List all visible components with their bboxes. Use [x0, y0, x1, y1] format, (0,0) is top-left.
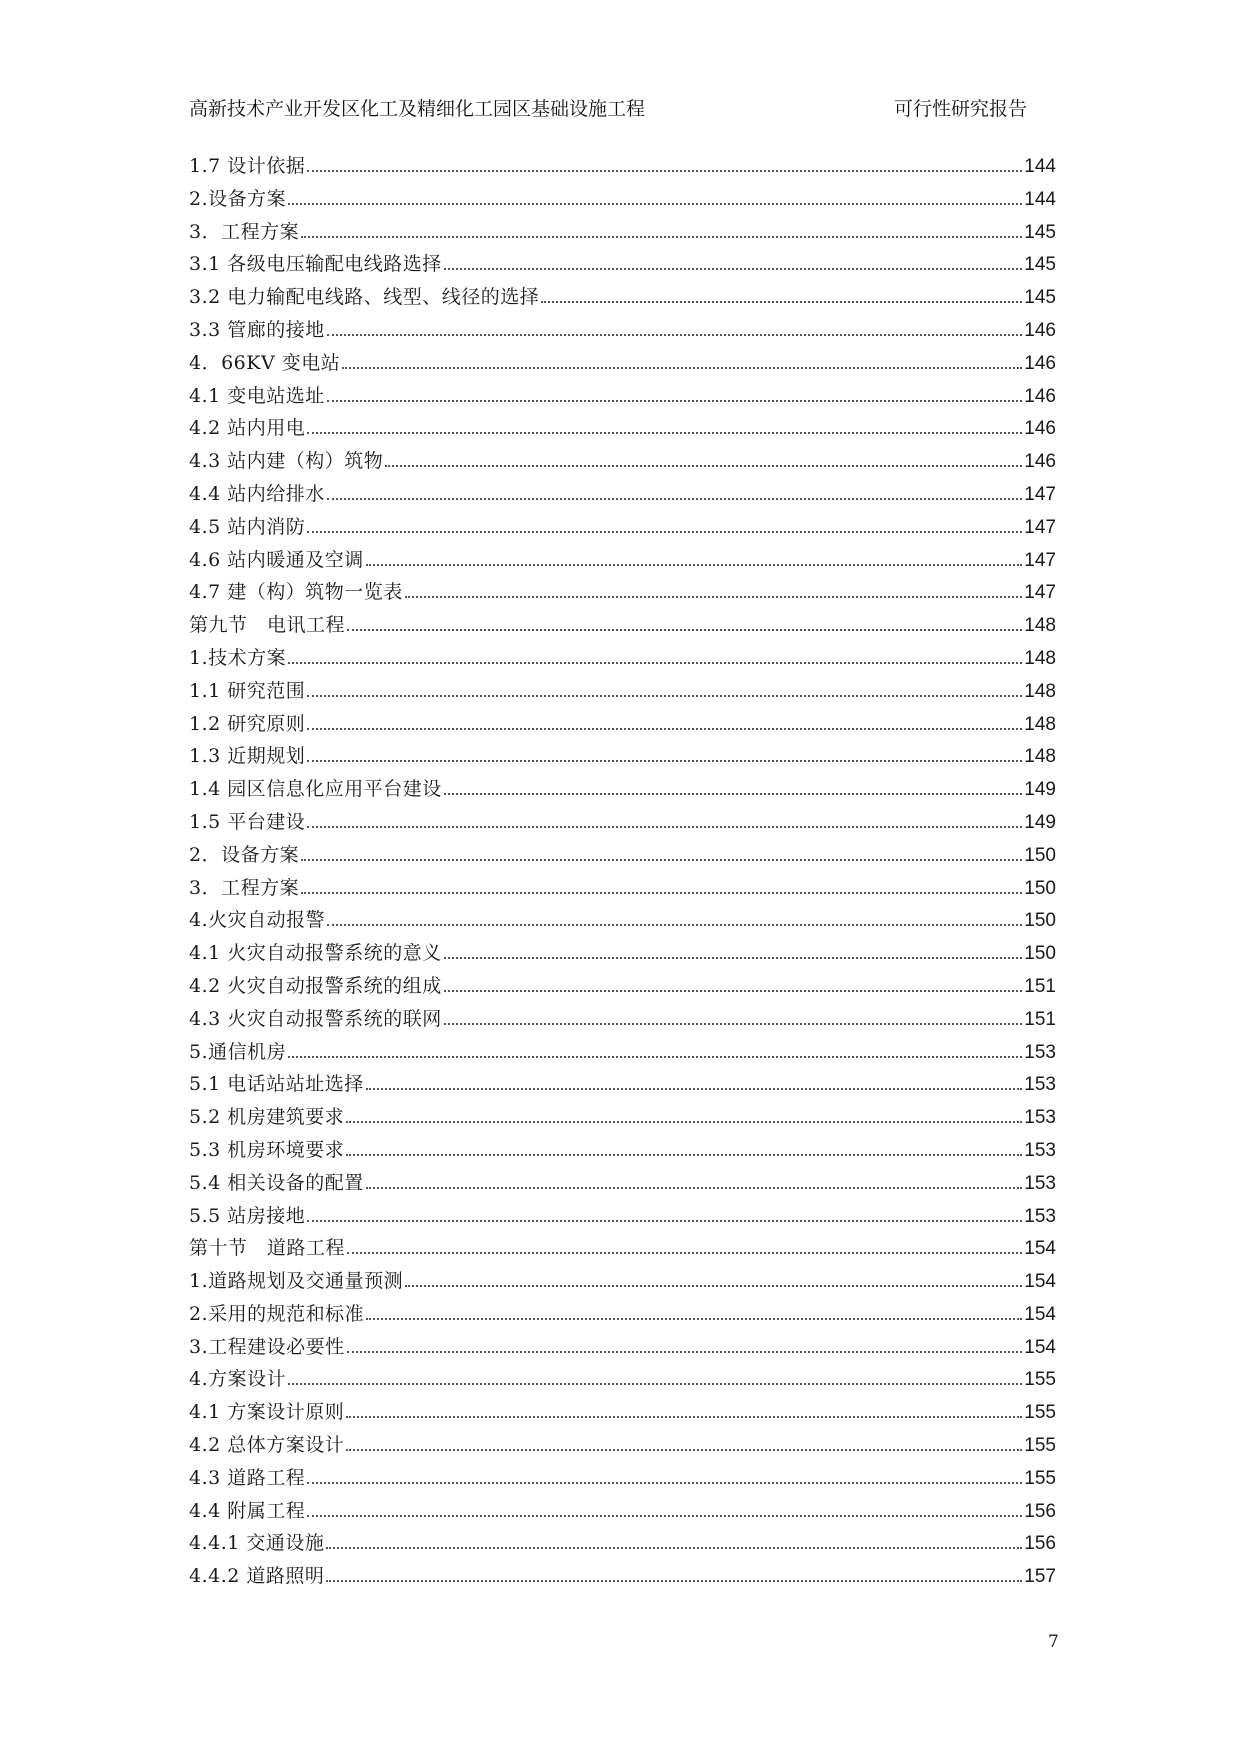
dot-leader [301, 236, 1022, 238]
toc-entry-page: 155 [1024, 1369, 1056, 1391]
toc-entry-page: 151 [1024, 975, 1056, 997]
toc-entry-title: 3.1 各级电压输配电线路选择 [189, 253, 442, 276]
toc-entry-title: 4.4.2 道路照明 [189, 1565, 325, 1588]
toc-entry-title: 1.5 平台建设 [189, 810, 306, 833]
dot-leader [326, 1580, 1022, 1582]
toc-entry-title: 4.3 火灾自动报警系统的联网 [189, 1007, 442, 1030]
toc-entry-title: 3.2 电力输配电线路、线型、线径的选择 [189, 286, 540, 309]
toc-entry-page: 146 [1024, 319, 1056, 341]
dot-leader [327, 924, 1022, 926]
toc-entry[interactable] [189, 1068, 1056, 1101]
toc-entry-title: 1.2 研究原则 [189, 712, 306, 735]
toc-entry-page: 153 [1024, 1172, 1056, 1194]
dot-leader [327, 400, 1023, 402]
toc-entry-title: 第十节 道路工程 [189, 1237, 346, 1260]
toc-entry-page: 144 [1024, 188, 1056, 210]
toc-entry[interactable] [189, 380, 1056, 413]
toc-entry[interactable] [189, 773, 1056, 806]
toc-entry[interactable] [189, 642, 1056, 675]
dot-leader [346, 1449, 1022, 1451]
dot-leader [347, 1252, 1022, 1254]
toc-entry[interactable] [189, 1134, 1056, 1167]
toc-entry-title: 5.3 机房环境要求 [189, 1138, 345, 1161]
toc-entry-title: 1.技术方案 [189, 646, 287, 669]
dot-leader [326, 1547, 1022, 1549]
dot-leader [347, 1351, 1023, 1353]
page-number: 7 [1048, 1632, 1059, 1652]
toc-entry-page: 153 [1024, 1074, 1056, 1096]
toc-entry-title: 2．设备方案 [189, 843, 300, 866]
toc-entry-title: 5.1 电话站站址选择 [189, 1073, 364, 1096]
dot-leader [366, 1318, 1022, 1320]
toc-entry[interactable] [189, 675, 1056, 708]
toc-entry[interactable] [189, 281, 1056, 314]
toc-entry[interactable] [189, 314, 1056, 347]
dot-leader [327, 498, 1023, 500]
toc-entry-page: 154 [1024, 1238, 1056, 1260]
toc-entry[interactable] [189, 544, 1056, 577]
dot-leader [288, 662, 1022, 664]
dot-leader [444, 1023, 1023, 1025]
dot-leader [366, 1187, 1023, 1189]
toc-entry-title: 4.方案设计 [189, 1368, 287, 1391]
toc-entry-title: 4.5 站内消防 [189, 515, 306, 538]
toc-entry-page: 145 [1024, 287, 1056, 309]
toc-entry[interactable] [189, 1396, 1056, 1429]
toc-entry-title: 1.道路规划及交通量预测 [189, 1270, 404, 1293]
toc-entry-title: 5.2 机房建筑要求 [189, 1106, 345, 1129]
toc-entry[interactable] [189, 970, 1056, 1003]
toc-entry-page: 153 [1024, 1205, 1056, 1227]
toc-entry[interactable] [189, 511, 1056, 544]
toc-entry-page: 146 [1024, 418, 1056, 440]
dot-leader [307, 170, 1022, 172]
dot-leader [444, 990, 1023, 992]
toc-entry-title: 第九节 电讯工程 [189, 614, 346, 637]
toc-entry-title: 3．工程方案 [189, 220, 300, 243]
toc-entry-title: 2.设备方案 [189, 187, 287, 210]
dot-leader [444, 957, 1023, 959]
toc-entry-page: 155 [1024, 1435, 1056, 1457]
toc-entry-title: 4.2 站内用电 [189, 417, 306, 440]
toc-entry[interactable] [189, 1331, 1056, 1364]
toc-entry-title: 4.火灾自动报警 [189, 909, 326, 932]
dot-leader [307, 760, 1022, 762]
toc-entry[interactable] [189, 1527, 1056, 1560]
toc-entry-page: 150 [1024, 844, 1056, 866]
toc-entry[interactable] [189, 1429, 1056, 1462]
dot-leader [307, 531, 1022, 533]
toc-entry-page: 155 [1024, 1467, 1056, 1489]
toc-entry-title: 4.4 附属工程 [189, 1499, 306, 1522]
dot-leader [307, 728, 1022, 730]
toc-entry-title: 1.3 近期规划 [189, 745, 306, 768]
toc-entry-title: 4.4 站内给排水 [189, 482, 325, 505]
toc-entry-title: 4.2 火灾自动报警系统的组成 [189, 974, 442, 997]
dot-leader [327, 334, 1023, 336]
toc-entry[interactable] [189, 183, 1056, 216]
toc-entry[interactable] [189, 216, 1056, 249]
toc-entry[interactable] [189, 904, 1056, 937]
toc-entry[interactable] [189, 1036, 1056, 1069]
toc-entry-page: 148 [1024, 746, 1056, 768]
toc-entry-title: 4.3 道路工程 [189, 1466, 306, 1489]
dot-leader [288, 1056, 1022, 1058]
dot-leader [405, 596, 1023, 598]
dot-leader [405, 1285, 1022, 1287]
toc-entry[interactable] [189, 1462, 1056, 1495]
toc-entry[interactable] [189, 708, 1056, 741]
toc-entry[interactable] [189, 872, 1056, 905]
toc-entry-title: 4.2 总体方案设计 [189, 1434, 345, 1457]
toc-entry-title: 4.1 方案设计原则 [189, 1401, 345, 1424]
toc-entry-page: 148 [1024, 647, 1056, 669]
dot-leader [444, 268, 1023, 270]
dot-leader [366, 1088, 1023, 1090]
toc-entry-title: 4.7 建（构）筑物一览表 [189, 581, 403, 604]
toc-entry-title: 1.4 园区信息化应用平台建设 [189, 778, 442, 801]
toc-entry[interactable] [189, 150, 1056, 183]
toc-entry-page: 147 [1024, 483, 1056, 505]
dot-leader [307, 1515, 1022, 1517]
dot-leader [307, 826, 1022, 828]
dot-leader [288, 1383, 1022, 1385]
toc-entry-title: 3．工程方案 [189, 876, 300, 899]
toc-entry[interactable] [189, 576, 1056, 609]
dot-leader [541, 301, 1022, 303]
toc-entry-page: 153 [1024, 1107, 1056, 1129]
toc-entry-title: 4.1 变电站选址 [189, 384, 325, 407]
toc-entry-title: 4.4.1 交通设施 [189, 1532, 325, 1555]
document-title: 高新技术产业开发区化工及精细化工园区基础设施工程 [189, 98, 646, 120]
toc-entry-page: 147 [1024, 516, 1056, 538]
toc-entry[interactable] [189, 1495, 1056, 1528]
toc-entry-page: 148 [1024, 680, 1056, 702]
toc-entry[interactable] [189, 1003, 1056, 1036]
dot-leader [347, 629, 1022, 631]
dot-leader [346, 1154, 1022, 1156]
toc-entry-page: 150 [1024, 943, 1056, 965]
dot-leader [444, 793, 1023, 795]
dot-leader [366, 564, 1023, 566]
toc-entry[interactable] [189, 839, 1056, 872]
dot-leader [288, 203, 1022, 205]
table-of-contents [189, 150, 1056, 1593]
toc-entry-page: 151 [1024, 1008, 1056, 1030]
dot-leader [342, 367, 1022, 369]
toc-entry-page: 157 [1024, 1566, 1056, 1588]
dot-leader [307, 432, 1022, 434]
toc-entry[interactable] [189, 740, 1056, 773]
toc-entry-page: 154 [1024, 1271, 1056, 1293]
toc-entry[interactable] [189, 1232, 1056, 1265]
toc-entry-page: 156 [1024, 1533, 1056, 1555]
dot-leader [307, 1220, 1022, 1222]
toc-entry-title: 4.6 站内暖通及空调 [189, 548, 364, 571]
dot-leader [385, 465, 1022, 467]
toc-entry[interactable] [189, 445, 1056, 478]
toc-entry-page: 154 [1024, 1336, 1056, 1358]
running-header [189, 90, 1027, 126]
toc-entry[interactable] [189, 1167, 1056, 1200]
report-type: 可行性研究报告 [893, 98, 1027, 120]
toc-entry-page: 146 [1024, 352, 1056, 374]
toc-entry-page: 146 [1024, 385, 1056, 407]
toc-entry[interactable] [189, 1560, 1056, 1593]
toc-entry-title: 4.3 站内建（构）筑物 [189, 450, 384, 473]
toc-entry-page: 146 [1024, 451, 1056, 473]
toc-entry-page: 156 [1024, 1500, 1056, 1522]
dot-leader [346, 1121, 1022, 1123]
toc-entry-page: 147 [1024, 582, 1056, 604]
dot-leader [307, 695, 1022, 697]
toc-entry-page: 150 [1024, 877, 1056, 899]
toc-entry-title: 1.1 研究范围 [189, 679, 306, 702]
toc-entry[interactable] [189, 347, 1056, 380]
toc-entry-title: 4.1 火灾自动报警系统的意义 [189, 942, 442, 965]
toc-entry[interactable] [189, 248, 1056, 281]
toc-entry-page: 150 [1024, 910, 1056, 932]
toc-entry-page: 149 [1024, 779, 1056, 801]
dot-leader [301, 892, 1022, 894]
toc-entry-page: 147 [1024, 549, 1056, 571]
toc-entry-title: 5.5 站房接地 [189, 1204, 306, 1227]
toc-entry-title: 1.7 设计依据 [189, 155, 306, 177]
toc-entry[interactable] [189, 478, 1056, 511]
dot-leader [346, 1416, 1022, 1418]
toc-entry-page: 154 [1024, 1303, 1056, 1325]
toc-entry[interactable] [189, 1265, 1056, 1298]
toc-entry-title: 4．66KV 变电站 [189, 351, 341, 374]
toc-entry-page: 148 [1024, 615, 1056, 637]
toc-entry-page: 153 [1024, 1139, 1056, 1161]
toc-entry-title: 3.3 管廊的接地 [189, 318, 325, 341]
toc-entry-page: 155 [1024, 1402, 1056, 1424]
toc-entry[interactable] [189, 609, 1056, 642]
toc-entry[interactable] [189, 806, 1056, 839]
toc-entry[interactable] [189, 412, 1056, 445]
toc-entry-title: 2.采用的规范和标准 [189, 1302, 365, 1325]
toc-entry[interactable] [189, 1363, 1056, 1396]
dot-leader [307, 1482, 1022, 1484]
dot-leader [301, 859, 1022, 861]
toc-entry-page: 148 [1024, 713, 1056, 735]
toc-entry[interactable] [189, 1298, 1056, 1331]
toc-entry-page: 153 [1024, 1041, 1056, 1063]
toc-entry-title: 5.4 相关设备的配置 [189, 1171, 364, 1194]
toc-entry-title: 5.通信机房 [189, 1040, 287, 1063]
toc-entry-page: 145 [1024, 221, 1056, 243]
toc-entry-page: 149 [1024, 811, 1056, 833]
toc-entry-page: 144 [1024, 156, 1056, 177]
toc-entry-page: 145 [1024, 254, 1056, 276]
toc-entry[interactable] [189, 1101, 1056, 1134]
toc-entry-title: 3.工程建设必要性 [189, 1335, 345, 1358]
toc-entry[interactable] [189, 1200, 1056, 1233]
toc-entry[interactable] [189, 937, 1056, 970]
